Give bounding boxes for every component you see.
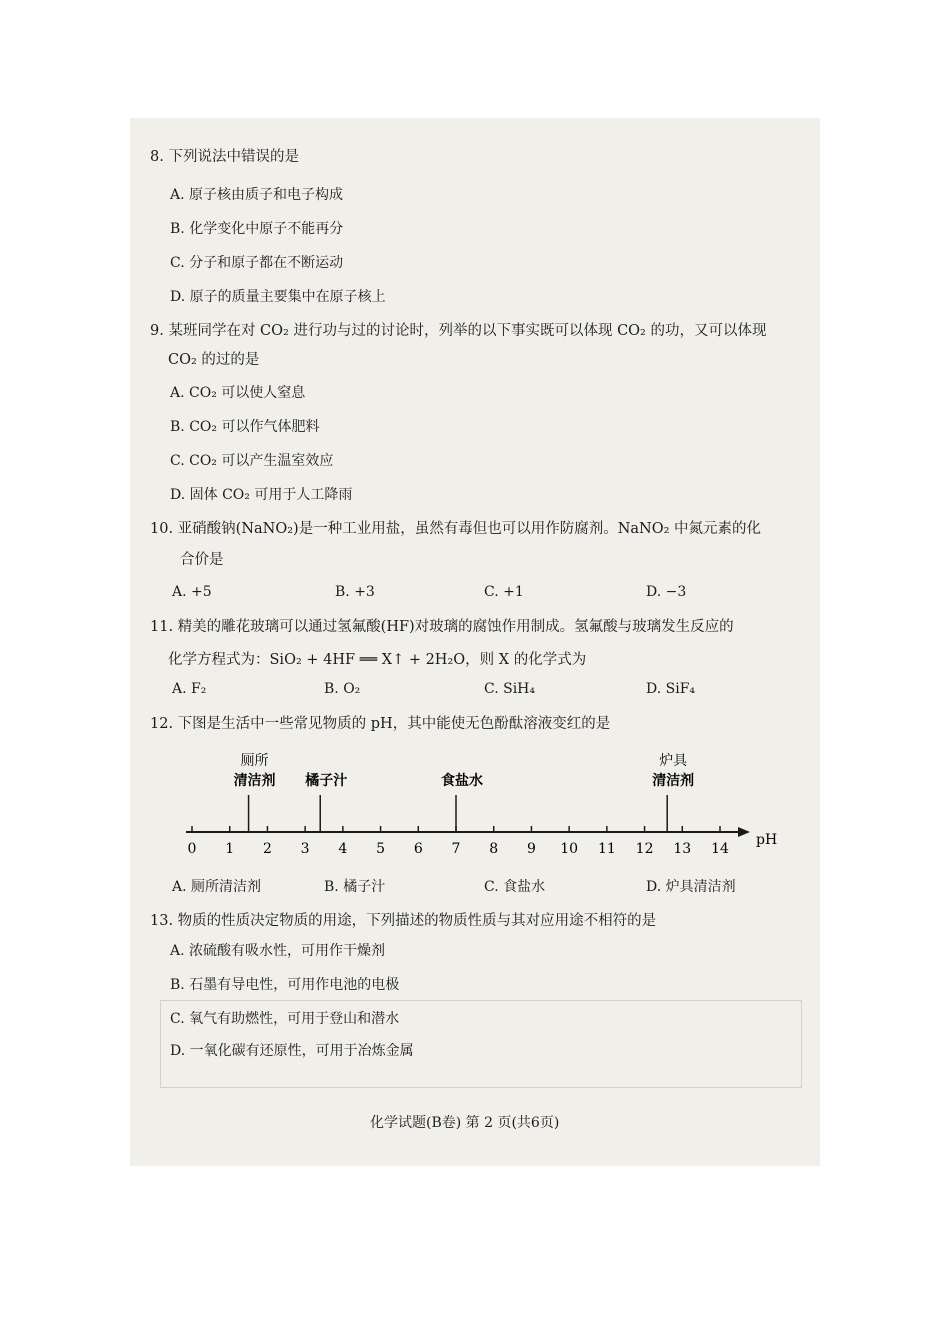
q12-options <box>172 876 832 896</box>
q9-stem-line2: CO₂ 的过的是 <box>168 352 260 368</box>
q10-stem-line1: 10. 亚硝酸钠(NaNO₂)是一种工业用盐，虽然有毒但也可以用作防腐剂。NaNO₂ 中氮元素的化 <box>150 521 762 537</box>
q13-option-a: A. 浓硫酸有吸水性，可用作干燥剂 <box>170 943 386 959</box>
ph-tick-label: 5 <box>376 841 386 857</box>
q9-option-a: A. CO₂ 可以使人窒息 <box>170 385 306 401</box>
ph-tick-label: 11 <box>597 841 616 857</box>
q13-option-b: B. 石墨有导电性，可用作电池的电极 <box>170 977 400 993</box>
ph-marker-label: 清洁剂 <box>652 773 695 789</box>
ph-ticks <box>188 826 729 857</box>
q8-stem: 8. 下列说法中错误的是 <box>150 149 299 165</box>
q12-option-a: A. 厕所清洁剂 <box>172 879 262 895</box>
q9-option-d: D. 固体 CO₂ 可用于人工降雨 <box>170 487 353 503</box>
q11-option-a: A. F₂ <box>172 681 207 697</box>
ph-marker-label-top: 厕所 <box>240 753 269 769</box>
q12-option-c: C. 食盐水 <box>484 879 546 895</box>
q9-option-b: B. CO₂ 可以作气体肥料 <box>170 419 320 435</box>
ph-marker-label: 橘子汁 <box>305 773 348 789</box>
q10-stem-line2: 合价是 <box>180 552 224 568</box>
q10-option-b: B. +3 <box>335 584 375 600</box>
q10-option-a: A. +5 <box>172 584 212 600</box>
ph-tick-label: 12 <box>635 841 654 857</box>
q11-stem-line1: 11. 精美的雕花玻璃可以通过氢氟酸(HF)对玻璃的腐蚀作用制成。氢氟酸与玻璃发生反应的 <box>150 619 734 635</box>
q8-option-a: A. 原子核由质子和电子构成 <box>170 187 344 203</box>
q11-option-c: C. SiH₄ <box>484 681 536 697</box>
q13-stem: 13. 物质的性质决定物质的用途，下列描述的物质性质与其对应用途不相符的是 <box>150 913 657 929</box>
ph-tick-label: 9 <box>526 841 536 857</box>
ph-tick-label: 14 <box>711 841 729 857</box>
page-footer: 化学试题(B卷) 第 2 页(共6页) <box>370 1115 560 1131</box>
q8-option-c: C. 分子和原子都在不断运动 <box>170 255 344 271</box>
ph-tick-label: 1 <box>225 841 235 857</box>
ph-axis-label: pH <box>756 832 778 848</box>
ph-number-line <box>180 745 780 860</box>
q12-stem: 12. 下图是生活中一些常见物质的 pH，其中能使无色酚酞溶液变红的是 <box>150 716 611 732</box>
q12-option-b: B. 橘子汁 <box>324 879 386 895</box>
ph-tick-label: 6 <box>413 841 423 857</box>
q8-option-b: B. 化学变化中原子不能再分 <box>170 221 344 237</box>
q10-option-c: C. +1 <box>484 584 524 600</box>
q9-option-c: C. CO₂ 可以产生温室效应 <box>170 453 334 469</box>
ph-tick-label: 4 <box>338 841 348 857</box>
ph-marker-label: 食盐水 <box>441 773 483 789</box>
q9-stem-line1: 9. 某班同学在对 CO₂ 进行功与过的讨论时，列举的以下事实既可以体现 CO₂ 的功，又可以体现 <box>150 323 767 339</box>
ph-tick-label: 7 <box>451 841 461 857</box>
ph-axis-arrow <box>738 827 750 837</box>
ph-tick-label: 8 <box>489 841 499 857</box>
ph-tick-label: 10 <box>560 841 579 857</box>
ph-tick-label: 2 <box>262 841 272 857</box>
ph-tick-label: 0 <box>187 841 197 857</box>
q11-stem-line2: 化学方程式为：SiO₂ + 4HF ══ X↑ + 2H₂O，则 X 的化学式为 <box>168 652 587 668</box>
ph-markers <box>234 753 695 832</box>
ph-marker-label: 清洁剂 <box>233 773 276 789</box>
ph-marker-label-top: 炉具 <box>659 753 688 769</box>
q13-option-d: D. 一氧化碳有还原性，可用于冶炼金属 <box>170 1043 414 1059</box>
q11-option-d: D. SiF₄ <box>646 681 696 697</box>
ph-tick-label: 3 <box>300 841 310 857</box>
q11-options <box>172 681 832 701</box>
q13-option-c: C. 氧气有助燃性，可用于登山和潜水 <box>170 1011 400 1027</box>
q8-option-d: D. 原子的质量主要集中在原子核上 <box>170 289 386 305</box>
q12-option-d: D. 炉具清洁剂 <box>646 879 736 895</box>
q10-option-d: D. −3 <box>646 584 687 600</box>
ph-tick-label: 13 <box>673 841 692 857</box>
q10-options <box>172 584 832 604</box>
q11-option-b: B. O₂ <box>324 681 361 697</box>
